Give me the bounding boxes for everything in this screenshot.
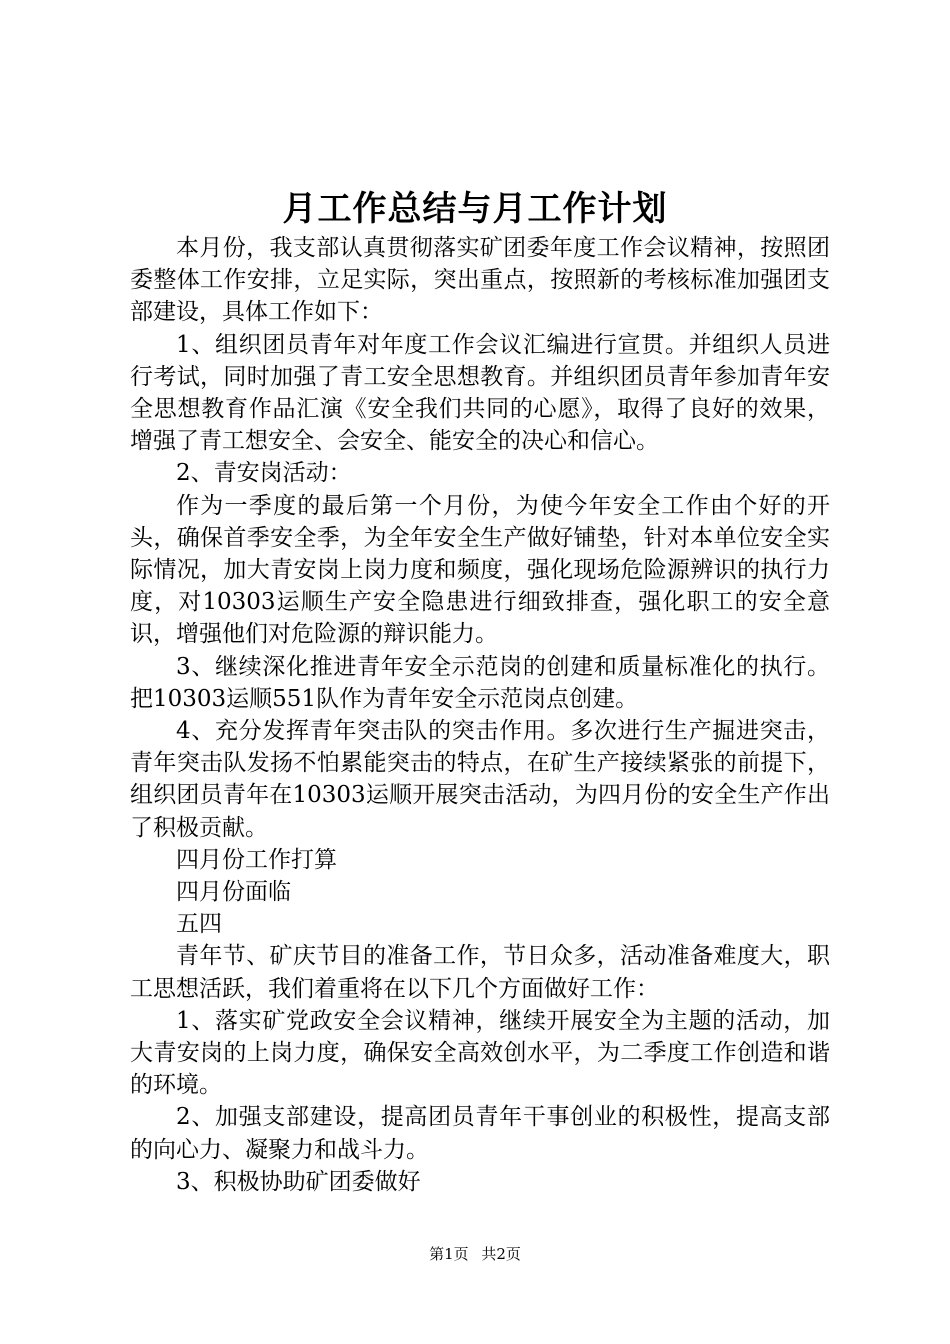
document-title: 月工作总结与月工作计划 <box>282 189 668 229</box>
paragraph: 本月份，我支部认真贯彻落实矿团委年度工作会议精神，按照团委整体工作安排，立足实际，突出重点，按照新的考核标准加强团支部建设，具体工作如下： <box>130 235 830 326</box>
page-footer <box>0 1242 950 1266</box>
paragraph: 2、加强支部建设，提高团员青年干事创业的积极性，提高支部的向心力、凝聚力和战斗力。 <box>130 1104 830 1163</box>
page-number-total: 共2页 <box>481 1245 521 1263</box>
paragraph: 四月份面临 <box>176 879 291 906</box>
paragraph: 作为一季度的最后第一个月份，为使今年安全工作由个好的开头，确保首季安全季，为全年安全生产做好铺垫，针对本单位安全实际情况，加大青安岗上岗力度和频度，强化现场危险源辨识的执行力度，对10303运顺生产安全隐患进行细致排查，强化职工的安全意识，增强他们对危险源的辩识能力。 <box>130 492 830 648</box>
paragraph: 1、组织团员青年对年度工作会议汇编进行宣贯。并组织人员进行考试，同时加强了青工安全思想教育。并组织团员青年参加青年安全思想教育作品汇演《安全我们共同的心愿》，取得了良好的效果，增强了青工想安全、会安全、能安全的决心和信心。 <box>130 331 830 455</box>
paragraph: 四月份工作打算 <box>176 846 337 873</box>
paragraph: 青年节、矿庆节目的准备工作，节日众多，活动准备难度大，职工思想活跃，我们着重将在以下几个方面做好工作： <box>130 943 830 1002</box>
paragraph: 3、积极协助矿团委做好 <box>176 1168 421 1195</box>
page-number-current: 第1页 <box>429 1245 469 1263</box>
paragraph: 3、继续深化推进青年安全示范岗的创建和质量标准化的执行。把10303运顺551队作为青年安全示范岗点创建。 <box>130 653 830 712</box>
document-body <box>130 232 830 1198</box>
paragraph: 1、落实矿党政安全会议精神，继续开展安全为主题的活动，加大青安岗的上岗力度，确保安全高效创水平，为二季度工作创造和谐的环境。 <box>130 1007 830 1099</box>
paragraph: 五四 <box>176 911 222 938</box>
paragraph: 4、充分发挥青年突击队的突击作用。多次进行生产掘进突击，青年突击队发扬不怕累能突击的特点，在矿生产接续紧张的前提下，组织团员青年在10303运顺开展突击活动，为四月份的安全生产作出了积极贡献。 <box>130 718 830 841</box>
paragraph: 2、青安岗活动： <box>176 460 352 487</box>
